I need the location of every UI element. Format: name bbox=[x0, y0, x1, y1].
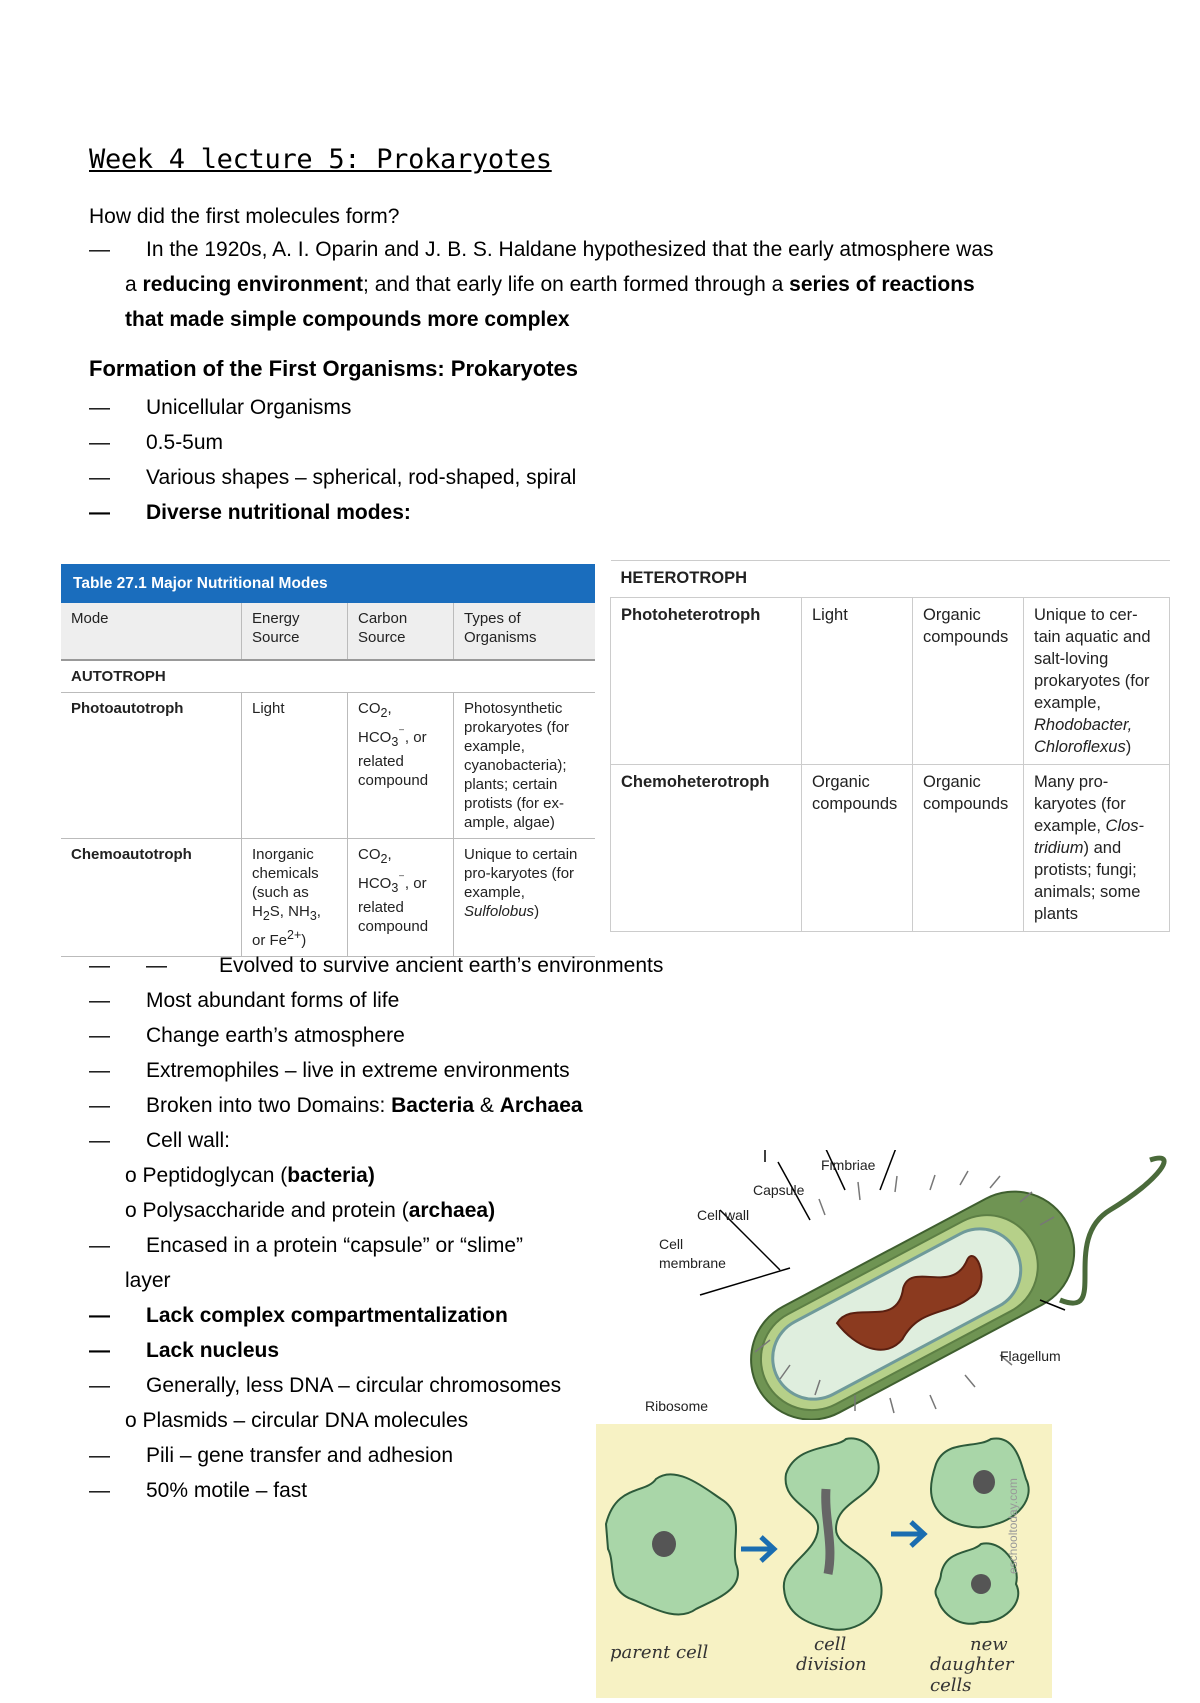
label-membrane: membrane bbox=[659, 1255, 726, 1271]
sub-list-item: o Polysaccharide and protein (archaea) bbox=[125, 1199, 496, 1222]
dividing-nucleus-shape bbox=[826, 1489, 830, 1574]
page-title: Week 4 lecture 5: Prokaryotes bbox=[89, 144, 552, 175]
table-autotroph bbox=[61, 564, 595, 957]
table-row: Chemoheterotroph Organic compounds Organic compounds Many pro-karyotes (for example, Clos-tridium) and protists; fungi; animals; some plants bbox=[611, 765, 1170, 932]
label-capsule: Capsule bbox=[753, 1182, 805, 1198]
list-item: — Change earth’s atmosphere bbox=[89, 1024, 405, 1047]
table-section-label: AUTOTROPH bbox=[61, 660, 595, 693]
label-division: division bbox=[796, 1654, 867, 1675]
hypothesis-line-3: that made simple compounds more complex bbox=[125, 308, 570, 331]
list-item: — Unicellular Organisms bbox=[89, 396, 352, 419]
hypothesis-line-1: In the 1920s, A. I. Oparin and J. B. S. Haldane hypothesized that the early atmosphere was bbox=[146, 238, 994, 261]
label-daughter-cells: daughter cells bbox=[930, 1654, 1014, 1696]
watermark: eschooltoday.com bbox=[1006, 1478, 1020, 1574]
list-item: — Lack complex compartmentalization bbox=[89, 1304, 508, 1327]
table-caption: Table 27.1 Major Nutritional Modes bbox=[61, 564, 595, 603]
hypothesis-line-2: a reducing environment; and that early life on earth formed through a series of reactions bbox=[125, 273, 975, 296]
arrow-icon bbox=[741, 1537, 774, 1561]
table-heterotroph bbox=[610, 560, 1170, 932]
list-item: — — Evolved to survive ancient earth’s environments bbox=[89, 954, 664, 977]
label-new: new bbox=[970, 1634, 1008, 1655]
daughter-nucleus-shape bbox=[973, 1470, 995, 1494]
table-section-label: HETEROTROPH bbox=[611, 561, 1170, 598]
cell-division-diagram bbox=[596, 1424, 1052, 1698]
table-row: Chemoautotroph Inorganic chemicals (such as $H_2S$, $NH_3$, or $Fe^{2+}$) $CO_2$, $HCO_3^{^-}$, or related compound Unique to certain pro-karyotes (for example, Sulfolobus) bbox=[61, 839, 595, 957]
label-cell-wall: Cell wall bbox=[697, 1207, 750, 1223]
list-prokaryote-traits bbox=[89, 390, 789, 530]
list-item: — Lack nucleus bbox=[89, 1339, 280, 1362]
label-cell: cell bbox=[814, 1634, 847, 1655]
list-item: — 0.5-5um bbox=[89, 431, 224, 454]
list-item-continued: layer bbox=[125, 1269, 171, 1292]
label-cell: Cell bbox=[659, 1236, 684, 1252]
sub-list-item: o Peptidoglycan (bacteria) bbox=[125, 1164, 375, 1187]
arrow-icon bbox=[891, 1522, 924, 1546]
paragraph-hypothesis bbox=[89, 232, 1189, 337]
bacterium-illustration bbox=[640, 1150, 1180, 1420]
list-item: — Generally, less DNA – circular chromosomes bbox=[89, 1374, 562, 1397]
table-row: Photoautotroph Light $CO_2$, $HCO_3^{^-}$, or related compound Photosynthetic prokaryotes (for example, cyanobacteria); plants; certain protists (for ex-ample, algae) bbox=[61, 693, 595, 839]
bacterium-diagram bbox=[640, 1150, 1180, 1420]
bullet-dash: — bbox=[89, 238, 110, 261]
list-item: — Cell wall: bbox=[89, 1129, 231, 1152]
list-item: — Encased in a protein “capsule” or “slime” bbox=[89, 1234, 523, 1257]
list-item: — Diverse nutritional modes: bbox=[89, 501, 411, 524]
label-parent-cell: parent cell bbox=[610, 1642, 709, 1663]
label-fimbriae: Fimbriae bbox=[821, 1157, 876, 1173]
list-item: — Most abundant forms of life bbox=[89, 989, 400, 1012]
question-heading: How did the first molecules form? bbox=[89, 205, 400, 228]
list-item: — Broken into two Domains: Bacteria & Archaea bbox=[89, 1094, 583, 1117]
table-header-row: Mode Energy Source Carbon Source Types of Organisms bbox=[61, 603, 595, 660]
label-ribosome: Ribosome bbox=[645, 1398, 709, 1414]
list-item: — Extremophiles – live in extreme environments bbox=[89, 1059, 570, 1082]
section-heading: Formation of the First Organisms: Prokaryotes bbox=[89, 356, 578, 381]
parent-nucleus-shape bbox=[652, 1531, 676, 1557]
sub-list-item: o Plasmids – circular DNA molecules bbox=[125, 1409, 469, 1432]
list-item: — Pili – gene transfer and adhesion bbox=[89, 1444, 454, 1467]
flagellum-shape bbox=[1060, 1158, 1164, 1303]
list-item: — 50% motile – fast bbox=[89, 1479, 308, 1502]
daughter-nucleus-shape bbox=[971, 1574, 991, 1594]
table-row: Photoheterotroph Light Organic compounds Unique to cer-tain aquatic and salt-loving prokaryotes (for example, Rhodobacter, Chloroflexus) bbox=[611, 598, 1170, 765]
list-item: — Various shapes – spherical, rod-shaped, spiral bbox=[89, 466, 577, 489]
label-flagellum: Flagellum bbox=[1000, 1348, 1061, 1364]
